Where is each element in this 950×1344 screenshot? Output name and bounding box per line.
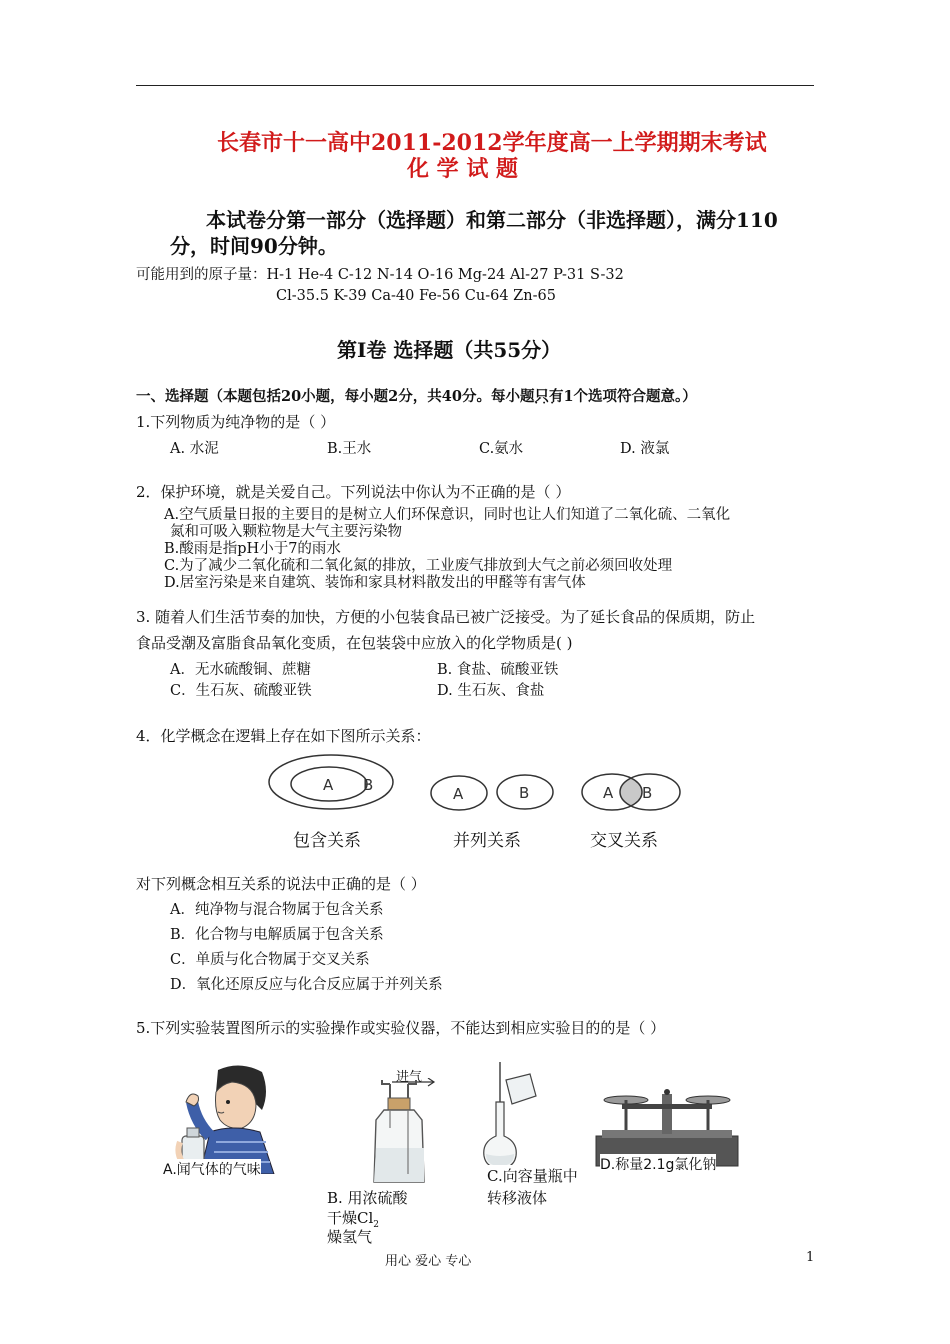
question-3-option-b: B. 食盐、硫酸亚铁 [437,662,559,678]
exam-subtitle: 化 学 试 题 [407,156,518,182]
option-c-caption-1: C.向容量瓶中 [487,1167,578,1185]
label-inclusion: 包含关系 [293,831,361,851]
intersection-label-a: A [603,784,614,802]
question-1-option-d: D. 液氯 [620,441,670,457]
section-heading-emphasis: 只有1 · · · [534,388,573,405]
question-5-stem: 5.下列实验装置图所示的实验操作或实验仪器，不能达到相应实验目的的是（ ） [136,1019,666,1037]
header-rule [136,85,814,86]
gas-washing-bottle [362,1078,442,1188]
page-number: 1 [806,1250,815,1265]
label-parallel: 并列关系 [453,831,521,851]
section-heading-pre: 一、选择题（本题包括20小题，每小题2分，共40分。每小题 [136,388,535,405]
question-1-stem: 1.下列物质为纯净物的是（ ） [136,413,336,431]
question-3-option-c: C．生石灰、硫酸亚铁 [170,683,312,699]
question-4-option-a: A．纯净物与混合物属于包含关系 [170,902,384,918]
intro-line-2: 分，时间90分钟。 [170,234,338,258]
question-4-option-d: D．氧化还原反应与化合反应属于并列关系 [170,977,443,993]
inclusion-label-b: B [363,776,374,794]
concept-relations-figure [265,752,695,812]
question-3-option-a: A．无水硫酸铜、蔗糖 [170,662,311,678]
section-1-heading [136,385,697,406]
smell-gas-illustration [170,1062,280,1174]
option-d-caption: D.称量2.1g氯化钠 [600,1154,716,1174]
question-3-stem-line-1: 3. 随着人们生活节奏的加快，方便的小包装食品已被广泛接受。为了延长食品的保质期，防止 [136,608,756,626]
option-a-caption: A.闻气体的气味 [163,1159,261,1179]
option-b-caption-1: B. 用浓硫酸 [327,1189,408,1207]
option-b-caption-3: 燥氢气 [327,1228,373,1246]
question-1-option-c: C.氨水 [479,441,524,457]
question-2-option-d: D.居室污染是来自建筑、装饰和家具材料散发出的甲醛等有害气体 [164,575,586,591]
question-3-option-d: D. 生石灰、食盐 [437,683,545,699]
question-3-stem-line-2: 食品受潮及富脂食品氧化变质，在包装袋中应放入的化学物质是( ) [136,634,573,652]
inclusion-label-a: A [323,776,334,794]
question-4-sub-stem: 对下列概念相互关系的说法中正确的是（ ） [136,875,426,893]
question-2-stem: 2．保护环境，就是关爱自己。下列说法中你认为不正确的是（ ） [136,483,571,501]
question-2-option-b: B.酸雨是指pH小于7的雨水 [164,541,341,557]
question-4-option-b: B．化合物与电解质属于包含关系 [170,927,384,943]
question-2-option-a-cont: 氮和可吸入颗粒物是大气主要污染物 [170,524,402,540]
footer-motto: 用心 爱心 专心 [385,1254,472,1269]
parallel-label-a: A [453,785,464,803]
parallel-label-b: B [519,784,530,802]
atomic-masses-line-1: 可能用到的原子量：H-1 He-4 C-12 N-14 O-16 Mg-24 Al-27 P-31 S-32 [136,267,624,283]
option-b-caption-2-sub: 2 [373,1220,380,1230]
question-4-option-c: C．单质与化合物属于交叉关系 [170,952,370,968]
part-1-title: 第Ⅰ卷 选择题（共55分） [337,338,562,362]
option-c-caption-2: 转移液体 [487,1189,548,1207]
intro-line-1: 本试卷分第一部分（选择题）和第二部分（非选择题），满分110 [206,208,778,232]
question-2-option-a: A.空气质量日报的主要目的是树立人们环保意识，同时也让人们知道了二氧化硫、二氧化 [164,507,731,523]
section-heading-post: 个选项符合题意。） [573,388,697,405]
option-b-inlet-label: 进气 [396,1070,423,1085]
atomic-masses-line-2: Cl-35.5 K-39 Ca-40 Fe-56 Cu-64 Zn-65 [276,288,556,304]
intersection-label-b: B [642,784,653,802]
volumetric-flask-setup [470,1062,550,1172]
option-b-caption-2-main: 干燥Cl [327,1209,374,1227]
question-1-option-a: A. 水泥 [170,441,219,457]
question-1-option-b: B.王水 [327,441,372,457]
question-2-option-c: C.为了减少二氧化硫和二氧化氮的排放，工业废气排放到大气之前必须回收处理 [164,558,673,574]
exam-title: 长春市十一高中2011-2012学年度高一上学期期末考试 [217,130,767,156]
label-intersection: 交叉关系 [590,831,658,851]
question-4-stem: 4．化学概念在逻辑上存在如下图所示关系： [136,727,431,745]
